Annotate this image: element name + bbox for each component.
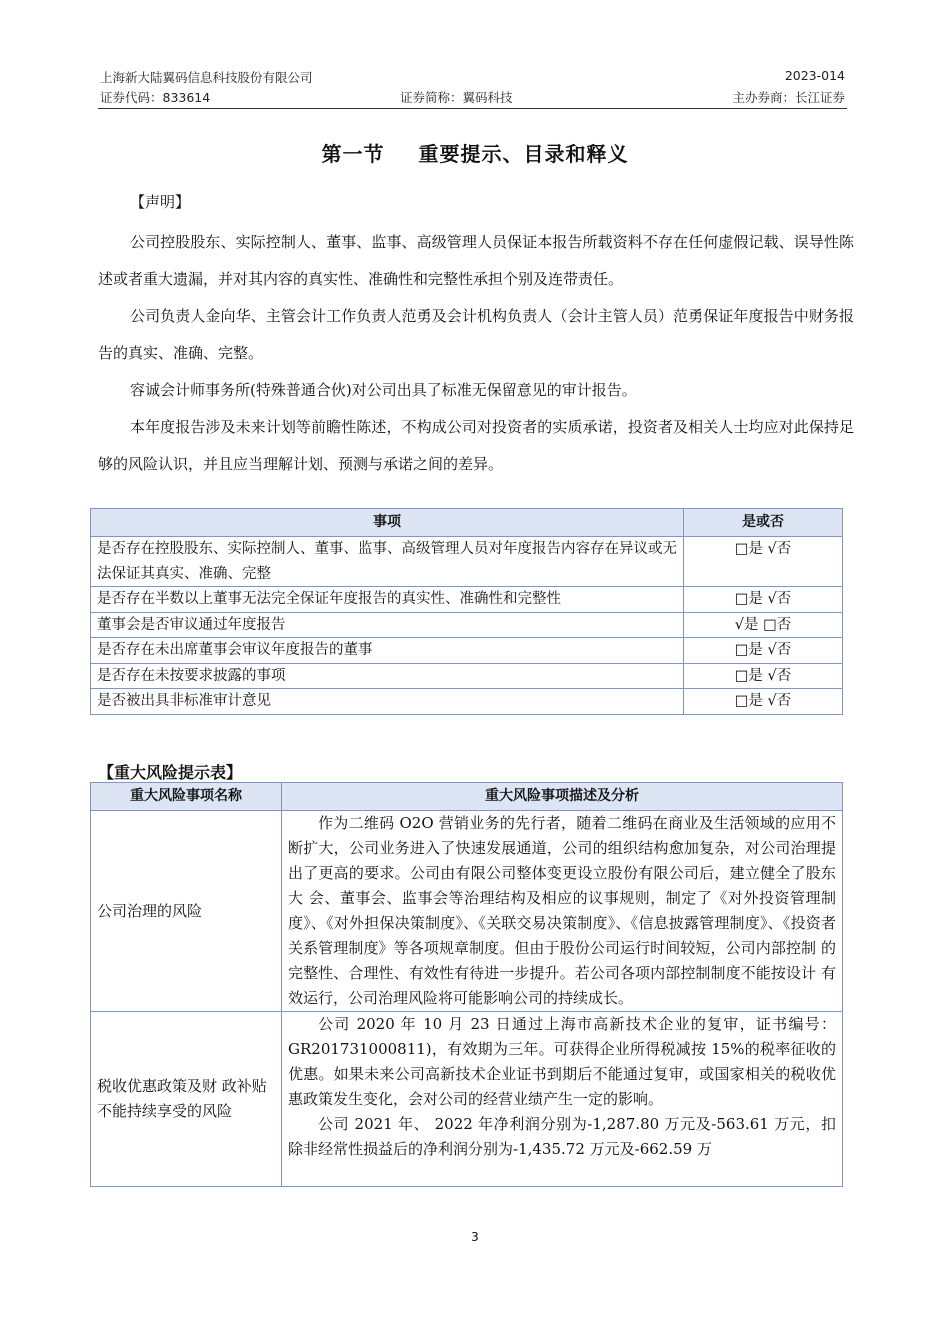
matter-cell: 是否被出具非标准审计意见 xyxy=(91,689,684,715)
column-header-item: 事项 xyxy=(91,509,684,537)
risk-desc-paragraph: 公司 2021 年、 2022 年净利润分别为-1,287.80 万元及-563.61 万元，扣除非经常性损益后的净利润分别为-1,435.72 万元及-662.59 万 xyxy=(288,1115,836,1158)
matter-cell: 是否存在未出席董事会审议年度报告的董事 xyxy=(91,638,684,664)
statement-paragraph: 容诚会计师事务所(特殊普通合伙)对公司出具了标准无保留意见的审计报告。 xyxy=(130,381,637,399)
column-header-risk-desc: 重大风险事项描述及分析 xyxy=(282,783,843,811)
risk-desc-paragraph: 作为二维码 O2O 营销业务的先行者，随着二维码在商业及生活领域的应用不断扩大，公司业务进入了快速发展通道，公司的组织结构愈加复杂，对公司治理提出了更高的要求。公司由有限公司整体变更设立股份有限公司后，建立健全了股东大 会、董事会、监事会等治理结构及相应的议事规则，制定了《对外投资管理制度》、《对外担保决策制度》、《关联交易决策制度》、《信息披露管理制度》、《投资者关系管理制度》等各项规章制度。但由于股份公司运行时间较短，公司内部控制 的完整性、合理性、有效性有待进一步提升。若公司各项内部控制制度不能按设计 有效运行，公司治理风险将可能影响公司的持续成长。 xyxy=(288,814,836,1007)
risk-name-cell: 公司治理的风险 xyxy=(91,811,282,1012)
risk-table xyxy=(90,782,843,1187)
risk-desc-paragraph: 公司 2020 年 10 月 23 日通过上海市高新技术企业的复审，证书编号：GR201731000811)，有效期为三年。可获得企业所得税减按 15%的税率征收的优惠。如果未来公司高新技术企业证书到期后不能通过复审，或国家相关的税收优惠政策发生变化，会对公司的经营业绩产生一定的影响。 xyxy=(288,1015,836,1108)
stock-code: 证券代码：833614 xyxy=(100,90,211,105)
matter-cell: 是否存在半数以上董事无法完全保证年度报告的真实性、准确性和完整性 xyxy=(91,587,684,613)
risk-desc-clip xyxy=(288,1012,836,1186)
risk-desc-cell xyxy=(282,1012,843,1187)
section-title xyxy=(0,138,950,167)
section-heading: 重要提示、目录和释义 xyxy=(418,142,629,166)
yes-no-cell: □是 √否 xyxy=(684,537,843,587)
header-divider xyxy=(98,108,847,109)
table-row xyxy=(91,612,843,638)
yes-no-cell: □是 √否 xyxy=(684,638,843,664)
table-header-row xyxy=(91,783,843,811)
table-header-row xyxy=(91,509,843,537)
statement-paragraph: 本年度报告涉及未来计划等前瞻性陈述，不构成公司对投资者的实质承诺，投资者及相关人士均应对此保持足够的风险认识，并且应当理解计划、预测与承诺之间的差异。 xyxy=(98,418,854,473)
table-row xyxy=(91,689,843,715)
risk-name-cell xyxy=(91,1012,282,1187)
risk-name-text: 税收优惠政策及财 政补贴不能持续享受的风险 xyxy=(97,1077,267,1120)
statement-paragraph: 公司负责人金向华、主管会计工作负责人范勇及会计机构负责人（会计主管人员）范勇保证年度报告中财务报告的真实、准确、完整。 xyxy=(98,307,854,362)
table-row xyxy=(91,537,843,587)
risk-desc-cell xyxy=(282,811,843,1012)
company-name: 上海新大陆翼码信息科技股份有限公司 xyxy=(100,70,313,85)
matter-cell: 是否存在控股股东、实际控制人、董事、监事、高级管理人员对年度报告内容存在异议或无法保证其真实、准确、完整 xyxy=(91,537,684,587)
statement-paragraphs xyxy=(98,224,854,483)
matter-cell: 董事会是否审议通过年度报告 xyxy=(91,612,684,638)
yes-no-cell: □是 √否 xyxy=(684,663,843,689)
page-header-row-1 xyxy=(100,68,845,86)
matter-cell: 是否存在未按要求披露的事项 xyxy=(91,663,684,689)
table-row xyxy=(91,663,843,689)
yes-no-cell: □是 √否 xyxy=(684,587,843,613)
stock-short-name: 证券简称：翼码科技 xyxy=(400,90,513,105)
table-row xyxy=(91,638,843,664)
statement-heading: 【声明】 xyxy=(130,193,191,211)
yes-no-cell: □是 √否 xyxy=(684,689,843,715)
yes-no-cell: √是 □否 xyxy=(684,612,843,638)
page-number: 3 xyxy=(471,1230,479,1244)
table-row xyxy=(91,587,843,613)
document-number: 2023-014 xyxy=(784,68,845,83)
table-row xyxy=(91,1012,843,1187)
table-row xyxy=(91,811,843,1012)
section-number: 第一节 xyxy=(321,142,385,166)
statement-paragraph: 公司控股股东、实际控制人、董事、监事、高级管理人员保证本报告所载资料不存在任何虚假记载、误导性陈述或者重大遗漏，并对其内容的真实性、准确性和完整性承担个别及连带责任。 xyxy=(98,233,854,288)
column-header-yes-no: 是或否 xyxy=(684,509,843,537)
page-header-row-2 xyxy=(100,88,845,106)
risk-table-title: 【重大风险提示表】 xyxy=(98,763,243,782)
column-header-risk-name: 重大风险事项名称 xyxy=(91,783,282,811)
matters-table xyxy=(90,508,843,715)
sponsor-broker: 主办券商：长江证券 xyxy=(732,90,845,105)
